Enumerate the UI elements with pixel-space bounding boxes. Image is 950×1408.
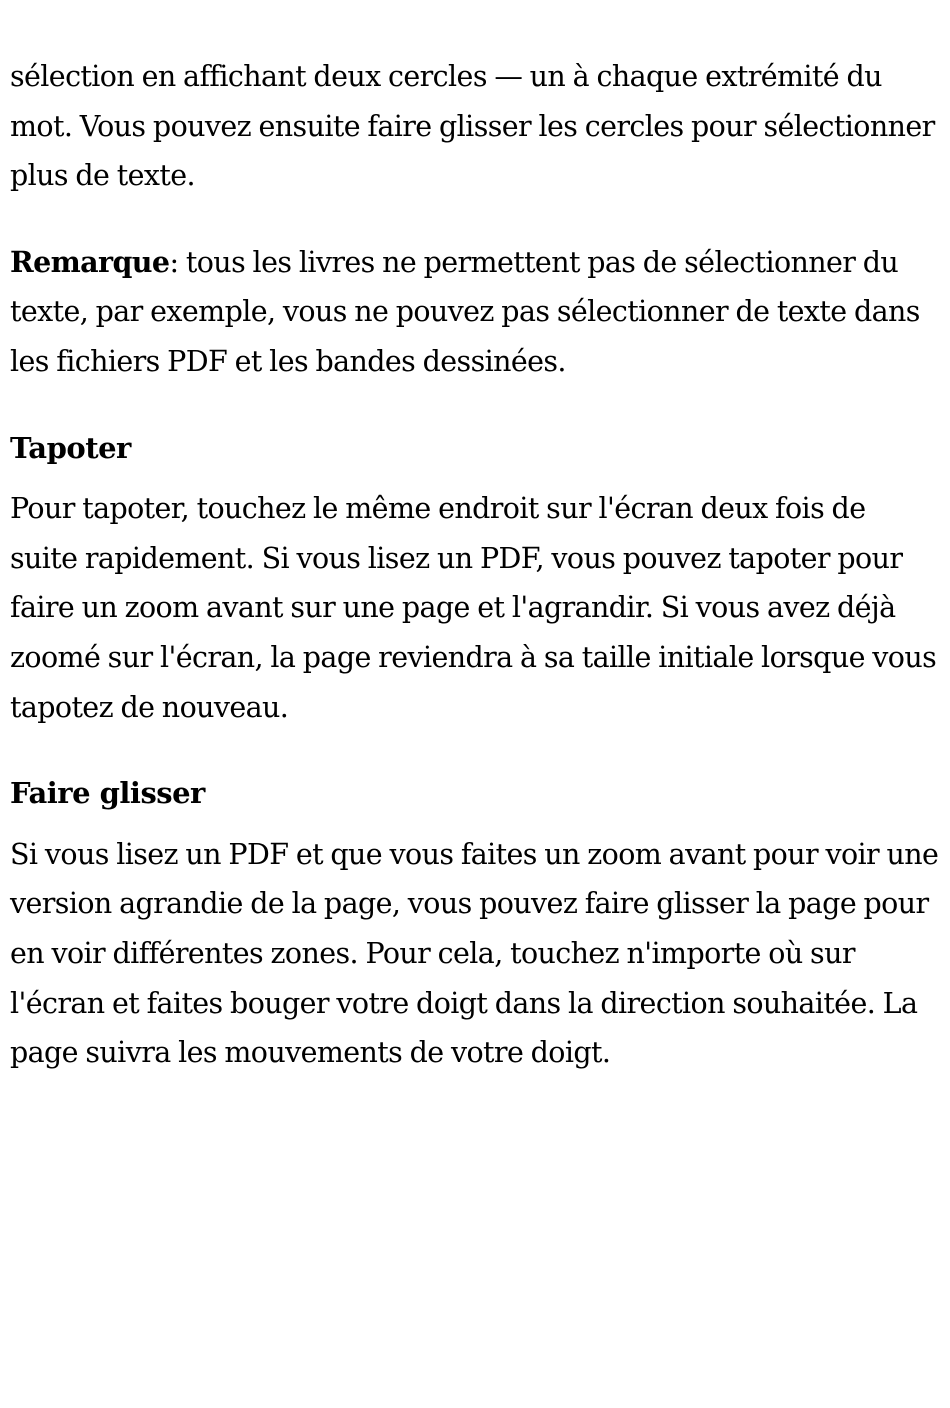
drag-section-body: Si vous lisez un PDF et que vous faites un zoom avant pour voir une version agrandie de la page, vous pouvez faire glisser la page pour en voir différentes zones. Pour cela, touchez n'importe où sur l'écran et faites bouger votre doigt dans la direction souhaitée. La page suivra les mouvements de votre doigt.: [10, 837, 939, 1070]
drag-section-heading: Faire glisser: [10, 776, 205, 811]
note-label: Remarque: [10, 244, 170, 279]
note-text: : tous les livres ne permettent pas de sélectionner du texte, par exemple, vous ne pouvez pas sélectionner de texte dans les fichiers PDF et les bandes dessinées.: [10, 245, 920, 378]
document-page: [10, 52, 940, 1078]
tap-section-body: Pour tapoter, touchez le même endroit sur l'écran deux fois de suite rapidement. Si vous lisez un PDF, vous pouvez tapoter pour faire un zoom avant sur une page et l'agrandir. Si vous avez déjà zoomé sur l'écran, la page reviendra à sa taille initiale lorsque vous tapotez de nouveau.: [10, 492, 937, 724]
intro-paragraph: sélection en affichant deux cercles — un à chaque extrémité du mot. Vous pouvez ensuite faire glisser les cercles pour sélectionner plus de texte.: [10, 60, 935, 193]
note-paragraph: [10, 238, 940, 387]
tap-section-heading: Tapoter: [10, 430, 131, 465]
